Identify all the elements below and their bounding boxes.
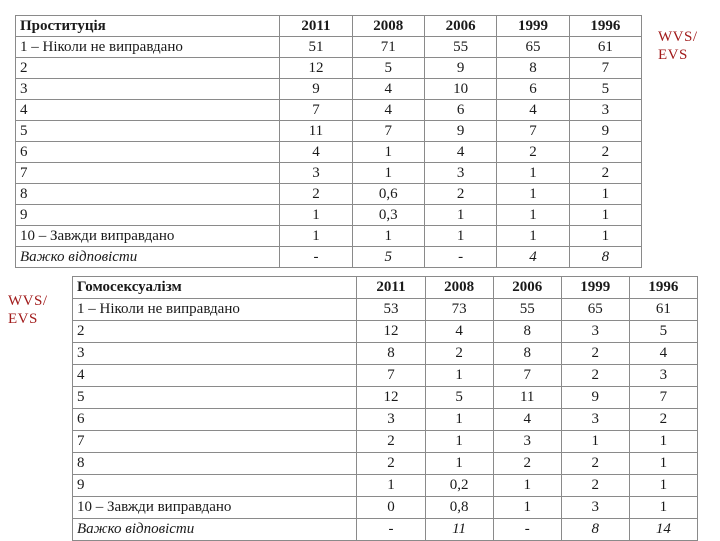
value-cell: 1 — [424, 226, 496, 247]
row-label-cell: 6 — [16, 142, 280, 163]
year-header-cell: 2008 — [352, 16, 424, 37]
value-cell: 1 — [352, 142, 424, 163]
value-cell: 9 — [424, 58, 496, 79]
year-header-cell: 1999 — [497, 16, 569, 37]
value-cell: 1 — [280, 205, 352, 226]
row-label-cell: 2 — [73, 321, 357, 343]
row-label-cell: Важко відповісти — [73, 519, 357, 541]
row-label-cell: 1 – Ніколи не виправдано — [73, 299, 357, 321]
value-cell: 12 — [280, 58, 352, 79]
table-row — [16, 184, 642, 205]
value-cell: 61 — [569, 37, 641, 58]
table-row — [73, 409, 698, 431]
value-cell: 4 — [352, 100, 424, 121]
homosexuality-table — [72, 276, 698, 541]
value-cell: 1 — [425, 431, 493, 453]
table-row — [16, 100, 642, 121]
value-cell: 1 — [425, 365, 493, 387]
table-row — [16, 121, 642, 142]
table-row — [73, 475, 698, 497]
value-cell: 5 — [352, 247, 424, 268]
value-cell: 3 — [629, 365, 697, 387]
value-cell: 8 — [561, 519, 629, 541]
value-cell: 73 — [425, 299, 493, 321]
value-cell: 7 — [497, 121, 569, 142]
value-cell: 53 — [357, 299, 425, 321]
value-cell: 1 — [424, 205, 496, 226]
year-header-cell: 2011 — [357, 277, 425, 299]
source-label-top: WVS/ EVS — [658, 29, 698, 63]
value-cell: 9 — [424, 121, 496, 142]
value-cell: 10 — [424, 79, 496, 100]
value-cell: 1 — [569, 184, 641, 205]
value-cell: 1 — [493, 475, 561, 497]
row-label-cell: Важко відповісти — [16, 247, 280, 268]
row-label-cell: 10 – Завжди виправдано — [16, 226, 280, 247]
table-row — [73, 519, 698, 541]
value-cell: 3 — [561, 409, 629, 431]
table-row — [73, 431, 698, 453]
value-cell: 7 — [352, 121, 424, 142]
value-cell: 1 — [629, 497, 697, 519]
source-label-left: WVS/ EVS — [8, 293, 48, 327]
table-row — [73, 497, 698, 519]
row-label-cell: 3 — [73, 343, 357, 365]
value-cell: 1 — [497, 184, 569, 205]
value-cell: 0 — [357, 497, 425, 519]
value-cell: 8 — [497, 58, 569, 79]
value-cell: 55 — [493, 299, 561, 321]
table-row — [73, 321, 698, 343]
year-header-cell: 1996 — [569, 16, 641, 37]
value-cell: 1 — [425, 409, 493, 431]
value-cell: 3 — [569, 100, 641, 121]
table-row — [73, 387, 698, 409]
row-label-cell: 2 — [16, 58, 280, 79]
value-cell: 4 — [493, 409, 561, 431]
value-cell: 9 — [280, 79, 352, 100]
value-cell: 2 — [357, 453, 425, 475]
table-row — [73, 453, 698, 475]
value-cell: 3 — [561, 321, 629, 343]
value-cell: 1 — [493, 497, 561, 519]
value-cell: - — [357, 519, 425, 541]
value-cell: 14 — [629, 519, 697, 541]
value-cell: 1 — [497, 226, 569, 247]
value-cell: 4 — [280, 142, 352, 163]
value-cell: 2 — [424, 184, 496, 205]
table-row — [16, 37, 642, 58]
header-row — [16, 16, 642, 37]
value-cell: 4 — [352, 79, 424, 100]
row-label-cell: 3 — [16, 79, 280, 100]
table-row — [16, 163, 642, 184]
value-cell: 0,3 — [352, 205, 424, 226]
value-cell: 2 — [425, 343, 493, 365]
value-cell: 3 — [424, 163, 496, 184]
value-cell: - — [280, 247, 352, 268]
value-cell: 5 — [425, 387, 493, 409]
value-cell: 0,6 — [352, 184, 424, 205]
value-cell: 8 — [357, 343, 425, 365]
value-cell: 7 — [280, 100, 352, 121]
header-row — [73, 277, 698, 299]
value-cell: 1 — [280, 226, 352, 247]
value-cell: 4 — [425, 321, 493, 343]
row-label-cell: 4 — [73, 365, 357, 387]
row-label-cell: 7 — [73, 431, 357, 453]
value-cell: 1 — [352, 226, 424, 247]
value-cell: 8 — [493, 343, 561, 365]
value-cell: 7 — [493, 365, 561, 387]
value-cell: 3 — [561, 497, 629, 519]
row-label-cell: 6 — [73, 409, 357, 431]
row-label-cell: 1 – Ніколи не виправдано — [16, 37, 280, 58]
value-cell: 7 — [629, 387, 697, 409]
value-cell: 1 — [497, 205, 569, 226]
value-cell: 51 — [280, 37, 352, 58]
value-cell: 65 — [561, 299, 629, 321]
table-row — [16, 142, 642, 163]
value-cell: - — [493, 519, 561, 541]
value-cell: 3 — [493, 431, 561, 453]
table-title-cell: Проституція — [16, 16, 280, 37]
year-header-cell: 2008 — [425, 277, 493, 299]
value-cell: - — [424, 247, 496, 268]
value-cell: 1 — [561, 431, 629, 453]
row-label-cell: 10 – Завжди виправдано — [73, 497, 357, 519]
value-cell: 9 — [569, 121, 641, 142]
value-cell: 2 — [561, 475, 629, 497]
value-cell: 7 — [569, 58, 641, 79]
value-cell: 1 — [497, 163, 569, 184]
value-cell: 5 — [569, 79, 641, 100]
table-row — [73, 343, 698, 365]
value-cell: 11 — [493, 387, 561, 409]
table-row — [73, 299, 698, 321]
value-cell: 1 — [357, 475, 425, 497]
value-cell: 2 — [561, 453, 629, 475]
value-cell: 1 — [629, 431, 697, 453]
value-cell: 2 — [561, 365, 629, 387]
value-cell: 2 — [357, 431, 425, 453]
table-title-cell: Гомосексуалізм — [73, 277, 357, 299]
row-label-cell: 7 — [16, 163, 280, 184]
value-cell: 0,2 — [425, 475, 493, 497]
value-cell: 3 — [280, 163, 352, 184]
value-cell: 7 — [357, 365, 425, 387]
row-label-cell: 8 — [16, 184, 280, 205]
table-row — [16, 247, 642, 268]
prostitution-table — [15, 15, 642, 268]
value-cell: 6 — [497, 79, 569, 100]
year-header-cell: 1996 — [629, 277, 697, 299]
year-header-cell: 2006 — [424, 16, 496, 37]
table-row — [73, 365, 698, 387]
row-label-cell: 5 — [16, 121, 280, 142]
row-label-cell: 9 — [73, 475, 357, 497]
value-cell: 1 — [629, 475, 697, 497]
value-cell: 6 — [424, 100, 496, 121]
value-cell: 11 — [280, 121, 352, 142]
table-row — [16, 205, 642, 226]
value-cell: 1 — [629, 453, 697, 475]
value-cell: 12 — [357, 321, 425, 343]
value-cell: 2 — [497, 142, 569, 163]
value-cell: 3 — [357, 409, 425, 431]
year-header-cell: 1999 — [561, 277, 629, 299]
value-cell: 0,8 — [425, 497, 493, 519]
value-cell: 1 — [569, 226, 641, 247]
year-header-cell: 2011 — [280, 16, 352, 37]
value-cell: 65 — [497, 37, 569, 58]
value-cell: 4 — [497, 100, 569, 121]
value-cell: 1 — [425, 453, 493, 475]
row-label-cell: 4 — [16, 100, 280, 121]
value-cell: 2 — [569, 142, 641, 163]
value-cell: 12 — [357, 387, 425, 409]
value-cell: 4 — [497, 247, 569, 268]
value-cell: 1 — [352, 163, 424, 184]
value-cell: 2 — [493, 453, 561, 475]
value-cell: 8 — [493, 321, 561, 343]
value-cell: 61 — [629, 299, 697, 321]
row-label-cell: 5 — [73, 387, 357, 409]
value-cell: 8 — [569, 247, 641, 268]
value-cell: 9 — [561, 387, 629, 409]
value-cell: 55 — [424, 37, 496, 58]
value-cell: 2 — [569, 163, 641, 184]
value-cell: 5 — [629, 321, 697, 343]
value-cell: 4 — [424, 142, 496, 163]
value-cell: 71 — [352, 37, 424, 58]
table-row — [16, 58, 642, 79]
value-cell: 2 — [280, 184, 352, 205]
table-row — [16, 79, 642, 100]
value-cell: 4 — [629, 343, 697, 365]
value-cell: 11 — [425, 519, 493, 541]
row-label-cell: 9 — [16, 205, 280, 226]
value-cell: 2 — [561, 343, 629, 365]
table-row — [16, 226, 642, 247]
year-header-cell: 2006 — [493, 277, 561, 299]
row-label-cell: 8 — [73, 453, 357, 475]
value-cell: 5 — [352, 58, 424, 79]
value-cell: 2 — [629, 409, 697, 431]
value-cell: 1 — [569, 205, 641, 226]
